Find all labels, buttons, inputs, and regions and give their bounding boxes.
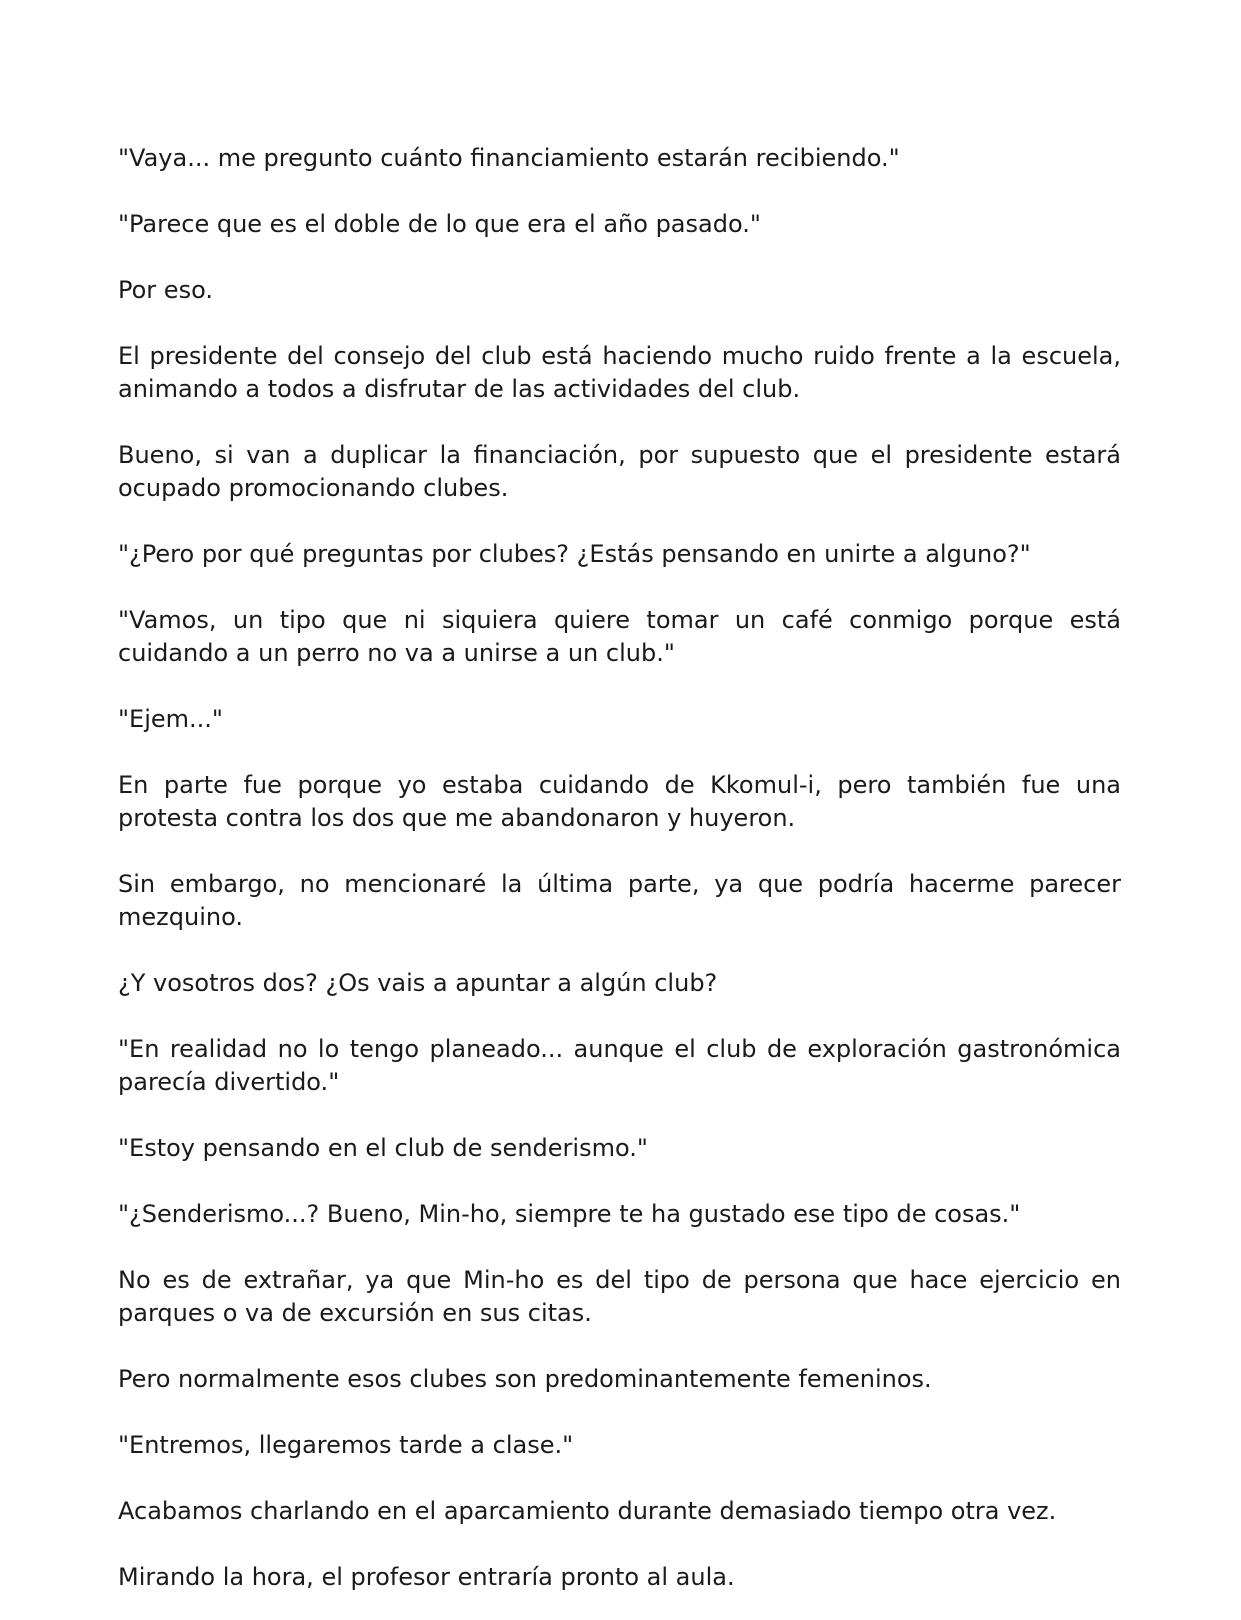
- paragraph: "Estoy pensando en el club de senderismo.": [118, 1134, 648, 1162]
- paragraph: Acabamos charlando en el aparcamiento durante demasiado tiempo otra vez.: [118, 1497, 1057, 1525]
- paragraph: El presidente del consejo del club está haciendo mucho ruido frente a la escuela, animando a todos a disfrutar de las actividades del club.: [118, 342, 1121, 403]
- paragraph: "Vamos, un tipo que ni siquiera quiere tomar un café conmigo porque está cuidando a un perro no va a unirse a un club.": [118, 606, 1121, 667]
- paragraph: "Parece que es el doble de lo que era el año pasado.": [118, 210, 761, 238]
- paragraph: En parte fue porque yo estaba cuidando de Kkomul-i, pero también fue una protesta contra los dos que me abandonaron y huyeron.: [118, 771, 1121, 832]
- paragraph: "¿Pero por qué preguntas por clubes? ¿Estás pensando en unirte a alguno?": [118, 540, 1031, 568]
- paragraph: "Entremos, llegaremos tarde a clase.": [118, 1431, 574, 1459]
- paragraph: Por eso.: [118, 276, 213, 304]
- paragraph: "En realidad no lo tengo planeado... aunque el club de exploración gastronómica parecía divertido.": [118, 1035, 1121, 1096]
- paragraph: "¿Senderismo...? Bueno, Min-ho, siempre te ha gustado ese tipo de cosas.": [118, 1200, 1021, 1228]
- paragraph: Pero normalmente esos clubes son predominantemente femeninos.: [118, 1365, 932, 1393]
- paragraph: Mirando la hora, el profesor entraría pronto al aula.: [118, 1563, 735, 1591]
- paragraph: "Vaya... me pregunto cuánto financiamiento estarán recibiendo.": [118, 144, 900, 172]
- paragraph: Bueno, si van a duplicar la financiación, por supuesto que el presidente estará ocupado promocionando clubes.: [118, 441, 1121, 502]
- paragraph: "Ejem...": [118, 705, 223, 733]
- paragraph: No es de extrañar, ya que Min-ho es del tipo de persona que hace ejercicio en parques o va de excursión en sus citas.: [118, 1266, 1121, 1327]
- paragraph: ¿Y vosotros dos? ¿Os vais a apuntar a algún club?: [118, 969, 718, 997]
- document-page: [118, 142, 1121, 1594]
- paragraph: Sin embargo, no mencionaré la última parte, ya que podría hacerme parecer mezquino.: [118, 870, 1121, 931]
